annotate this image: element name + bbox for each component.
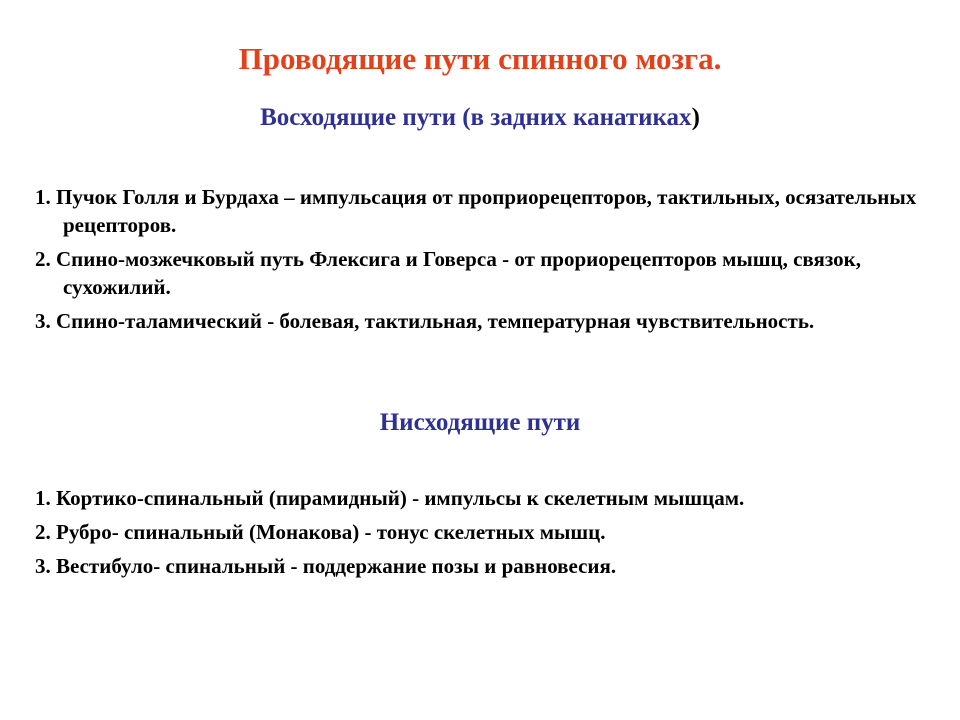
list-item: 2. Рубро- спинальный (Монакова) - тонус скелетных мышц. (35, 520, 606, 544)
ascending-list (35, 183, 935, 341)
list-item: 3. Вестибуло- спинальный - поддержание позы и равновесия. (35, 554, 617, 578)
descending-heading: Нисходящие пути (379, 409, 581, 436)
list-item: 1. Пучок Голля и Бурдаха – импульсация от проприорецепторов, тактильных, осязательных рецепторов. (35, 185, 917, 237)
list-item: 3. Спино-таламический - болевая, тактильная, температурная чувствительность. (35, 309, 815, 333)
ascending-heading-text: Восходящие пути (в задних канатиках (260, 104, 692, 131)
list-item: 2. Спино-мозжечковый путь Флексига и Говерса - от прориорецепторов мышц, связок, сухожилий. (35, 247, 862, 299)
list-item: 1. Кортико-спинальный (пирамидный) - импульсы к скелетным мышцам. (35, 486, 745, 510)
ascending-heading (0, 101, 960, 135)
ascending-heading-close: ) (691, 104, 700, 131)
descending-list (35, 484, 935, 586)
slide-title: Проводящие пути спинного мозга. (238, 41, 722, 76)
